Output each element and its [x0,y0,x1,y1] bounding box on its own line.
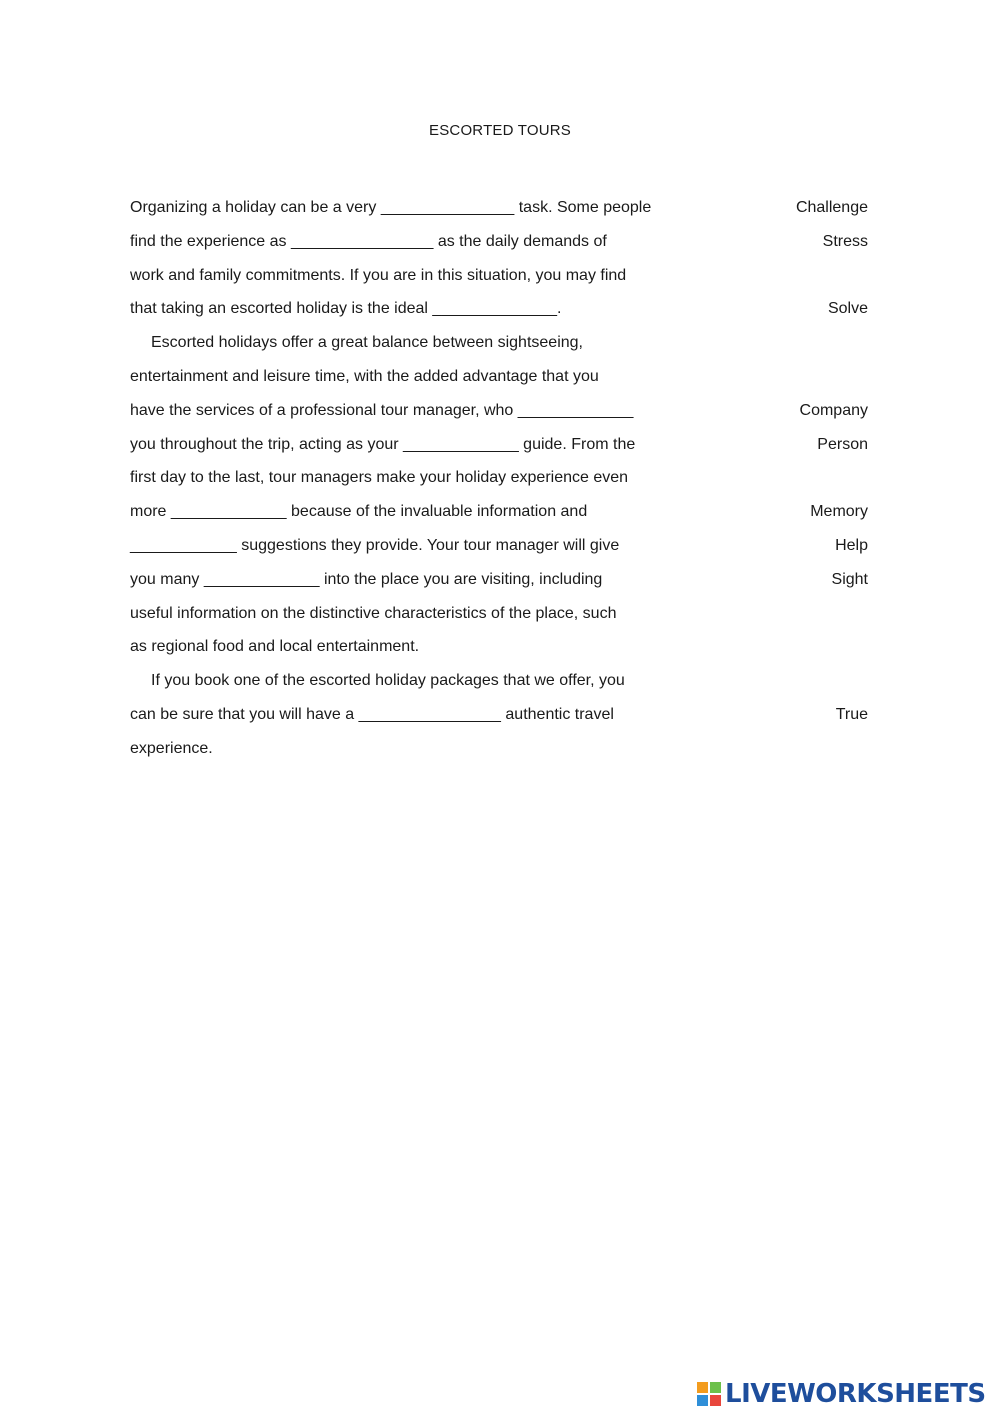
text-line [130,532,870,566]
text-line [130,566,870,600]
word-form-cue: Sight [831,570,868,588]
text-line [130,701,870,735]
line-text: more _____________ because of the invaluable information and [130,503,588,521]
text-line [130,329,870,363]
text-line [130,498,870,532]
liveworksheets-logo-icon [697,1382,721,1406]
line-text: have the services of a professional tour manager, who _____________ [130,401,634,419]
worksheet-body [130,194,870,769]
word-form-cue: Challenge [795,199,868,216]
text-line [130,431,870,465]
word-form-cue: Memory [810,503,868,521]
word-form-cue: Solve [827,300,868,318]
line-text: entertainment and leisure time, with the added advantage that you [130,367,599,385]
logo-text: LIVEWORKSHEETS [725,1379,986,1409]
word-form-cue: Stress [822,232,868,250]
line-text: as regional food and local entertainment. [130,638,420,656]
text-line [130,667,870,701]
worksheet-title: ESCORTED TOURS [429,122,571,139]
line-text: work and family commitments. If you are in this situation, you may find [130,266,627,284]
text-line [130,735,870,769]
line-text: Organizing a holiday can be a very _______________ task. Some people [130,199,652,216]
text-line [130,228,870,262]
text-line [130,295,870,329]
line-text: experience. [130,739,213,757]
liveworksheets-logo [697,1378,993,1410]
text-line [130,600,870,634]
line-text: find the experience as ________________ as the daily demands of [130,232,607,250]
text-line [130,633,870,667]
word-form-cue: Help [835,536,868,554]
line-text: Escorted holidays offer a great balance between sightseeing, [151,334,583,352]
word-form-cue: Company [799,401,868,419]
line-text: useful information on the distinctive characteristics of the place, such [130,604,617,622]
word-form-cue: Person [817,435,868,453]
line-text: you many _____________ into the place you are visiting, including [130,570,603,588]
word-form-cue: True [835,705,868,723]
text-line [130,262,870,296]
line-text: that taking an escorted holiday is the ideal ______________. [130,300,562,318]
line-text: ____________ suggestions they provide. Your tour manager will give [130,536,620,554]
line-text: first day to the last, tour managers make your holiday experience even [130,469,629,487]
text-line [130,363,870,397]
text-line [130,464,870,498]
text-line [130,397,870,431]
text-line [130,194,870,228]
line-text: If you book one of the escorted holiday packages that we offer, you [151,672,625,690]
line-text: you throughout the trip, acting as your _____________ guide. From the [130,435,636,453]
line-text: can be sure that you will have a ________________ authentic travel [130,705,614,723]
